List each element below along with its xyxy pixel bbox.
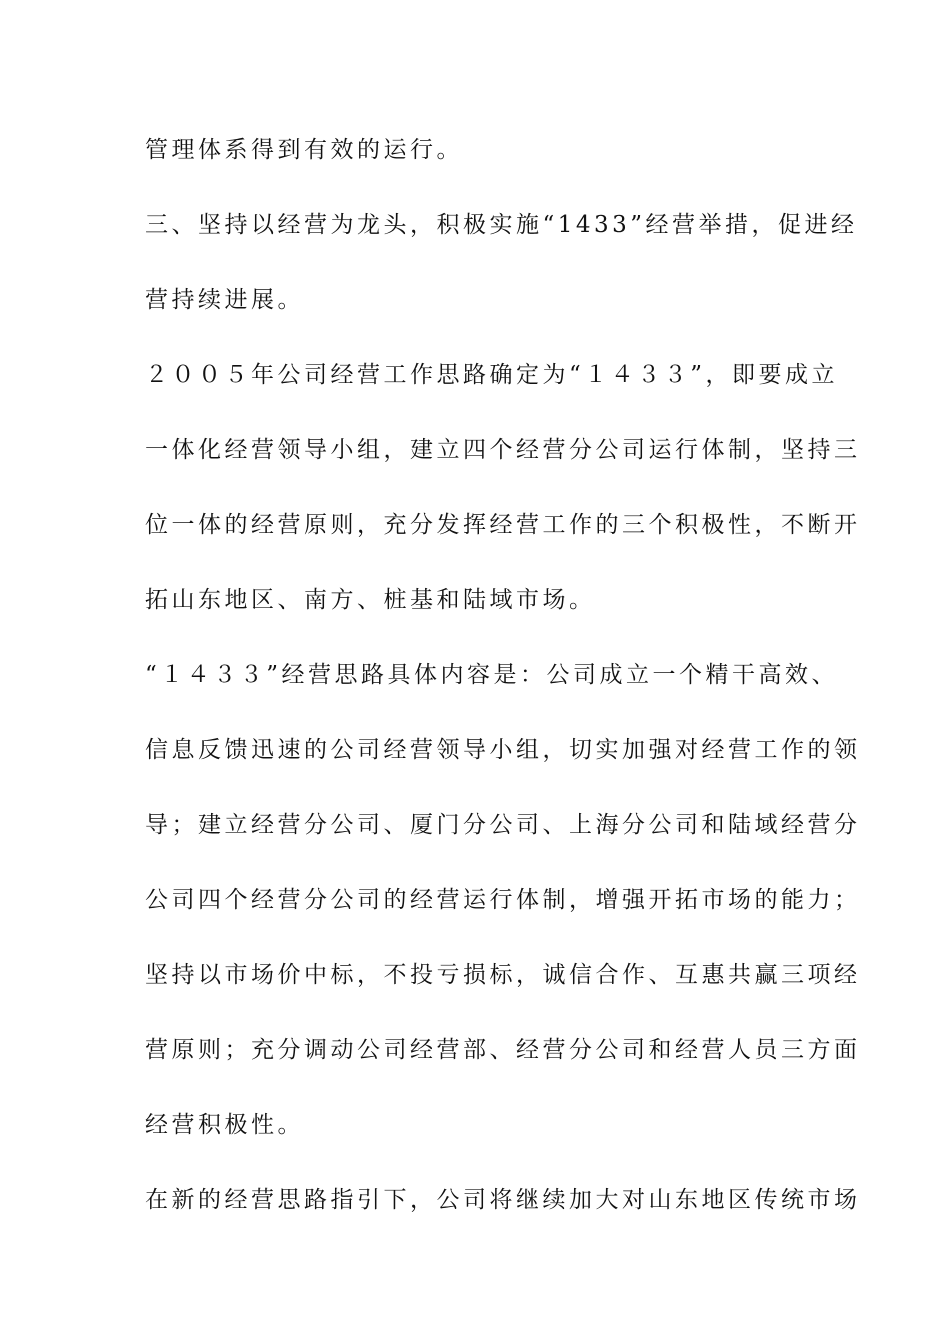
text-line: 位一体的经营原则，充分发挥经营工作的三个积极性，不断开 bbox=[145, 512, 861, 538]
text-line: “１４３３”经营思路具体内容是：公司成立一个精干高效、 bbox=[145, 662, 839, 688]
text-line: 一体化经营领导小组，建立四个经营分公司运行体制，坚持三 bbox=[145, 437, 861, 463]
text-line: 营原则；充分调动公司经营部、经营分公司和经营人员三方面 bbox=[145, 1037, 861, 1063]
text-line: 经营积极性。 bbox=[145, 1112, 304, 1138]
text-line: 管理体系得到有效的运行。 bbox=[145, 137, 463, 163]
text-line: 导；建立经营分公司、厦门分公司、上海分公司和陆域经营分 bbox=[145, 812, 861, 838]
text-line: 营持续进展。 bbox=[145, 287, 304, 313]
text-line: 在新的经营思路指引下，公司将继续加大对山东地区传统市场 bbox=[145, 1187, 861, 1213]
text-line: 坚持以市场价中标，不投亏损标，诚信合作、互惠共赢三项经 bbox=[145, 962, 861, 988]
text-line: 信息反馈迅速的公司经营领导小组，切实加强对经营工作的领 bbox=[145, 737, 861, 763]
text-line: ２００５年公司经营工作思路确定为“１４３３”，即要成立 bbox=[145, 362, 839, 388]
text-line: 公司四个经营分公司的经营运行体制，增强开拓市场的能力； bbox=[145, 887, 861, 913]
text-line: 三、坚持以经营为龙头，积极实施“1433”经营举措，促进经 bbox=[145, 212, 858, 238]
text-line: 拓山东地区、南方、桩基和陆域市场。 bbox=[145, 587, 596, 613]
